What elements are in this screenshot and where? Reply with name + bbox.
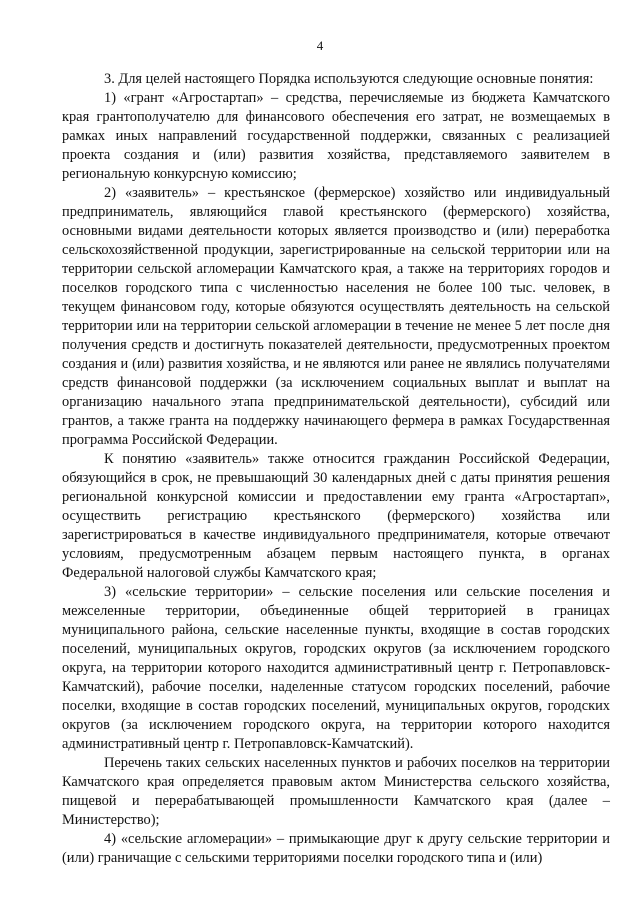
paragraph-settlements-list: Перечень таких сельских населенных пунктов и рабочих поселков на территории Камчатского края определяется правовым актом Министерства сельского хозяйства, пищевой и перерабатывающей промышленности Камчатского края (далее – Министерство); bbox=[62, 755, 610, 828]
paragraph-definitions-intro: 3. Для целей настоящего Порядка используются следующие основные понятия: bbox=[104, 71, 594, 87]
page-number: 4 bbox=[316, 38, 324, 53]
paragraph-applicant-citizen: К понятию «заявитель» также относится гражданин Российской Федерации, обязующийся в срок, не превышающий 30 календарных дней с даты принятия решения региональной конкурсной комиссии и предоставлении ему гранта «Агростартап», осуществить регистрацию крестьянского (фермерского) хозяйства или зарегистрироваться в качестве индивидуального предпринимателя, которые отвечают условиям, предусмотренным абзацем первым настоящего пункта, в органах Федеральной налоговой службы Камчатского края; bbox=[62, 451, 610, 581]
paragraph-rural-agglomerations: 4) «сельские агломерации» – примыкающие друг к другу сельские территории и (или) граничащие с сельскими территориями поселки городского типа и (или) bbox=[62, 831, 610, 866]
paragraph-applicant: 2) «заявитель» – крестьянское (фермерское) хозяйство или индивидуальный предприниматель, являющийся главой крестьянского (фермерского) хозяйства, основными видами деятельности которых является производство и (или) переработка сельскохозяйственной продукции, зарегистрированные на сельской территории или на территории сельской агломерации Камчатского края, а также на территориях городов и поселков городского типа с численностью населения не более 100 тыс. человек, в текущем финансовом году, которые обязуются осуществлять деятельность на сельской территории или на территории сельской агломерации в течение не менее 5 лет после дня получения средств и достигнуть показателей деятельности, предусмотренных проектом создания и (или) развития хозяйства, и не являются или ранее не являлись получателями средств финансовой поддержки (за исключением социальных выплат и выплат на организацию начального этапа предпринимательской деятельности), субсидий или грантов, а также гранта на поддержку начинающего фермера в рамках Государственная программа Российской Федерации. bbox=[62, 185, 610, 448]
paragraph-rural-territories: 3) «сельские территории» – сельские поселения или сельские поселения и межселенные территории, объединенные общей территорией в границах муниципального района, сельские населенные пункты, входящие в состав городских поселений, муниципальных округов, городских округов (за исключением городского округа, на территории которого находится административный центр г. Петропавловск-Камчатский), рабочие поселки, наделенные статусом городских поселений, рабочие поселки, входящие в состав городских поселений, муниципальных округов, городских округов (за исключением городского округа, на территории которого находится административный центр г. Петропавловск-Камчатский). bbox=[62, 584, 610, 752]
paragraph-agrostartap-grant: 1) «грант «Агростартап» – средства, перечисляемые из бюджета Камчатского края грантополучателю для финансового обеспечения его затрат, не возмещаемых в рамках иных направлений государственной поддержки, связанных с реализацией проекта создания и (или) развития хозяйства, представляемого заявителем в региональную конкурсную комиссию; bbox=[62, 90, 610, 182]
document-body bbox=[62, 70, 610, 868]
